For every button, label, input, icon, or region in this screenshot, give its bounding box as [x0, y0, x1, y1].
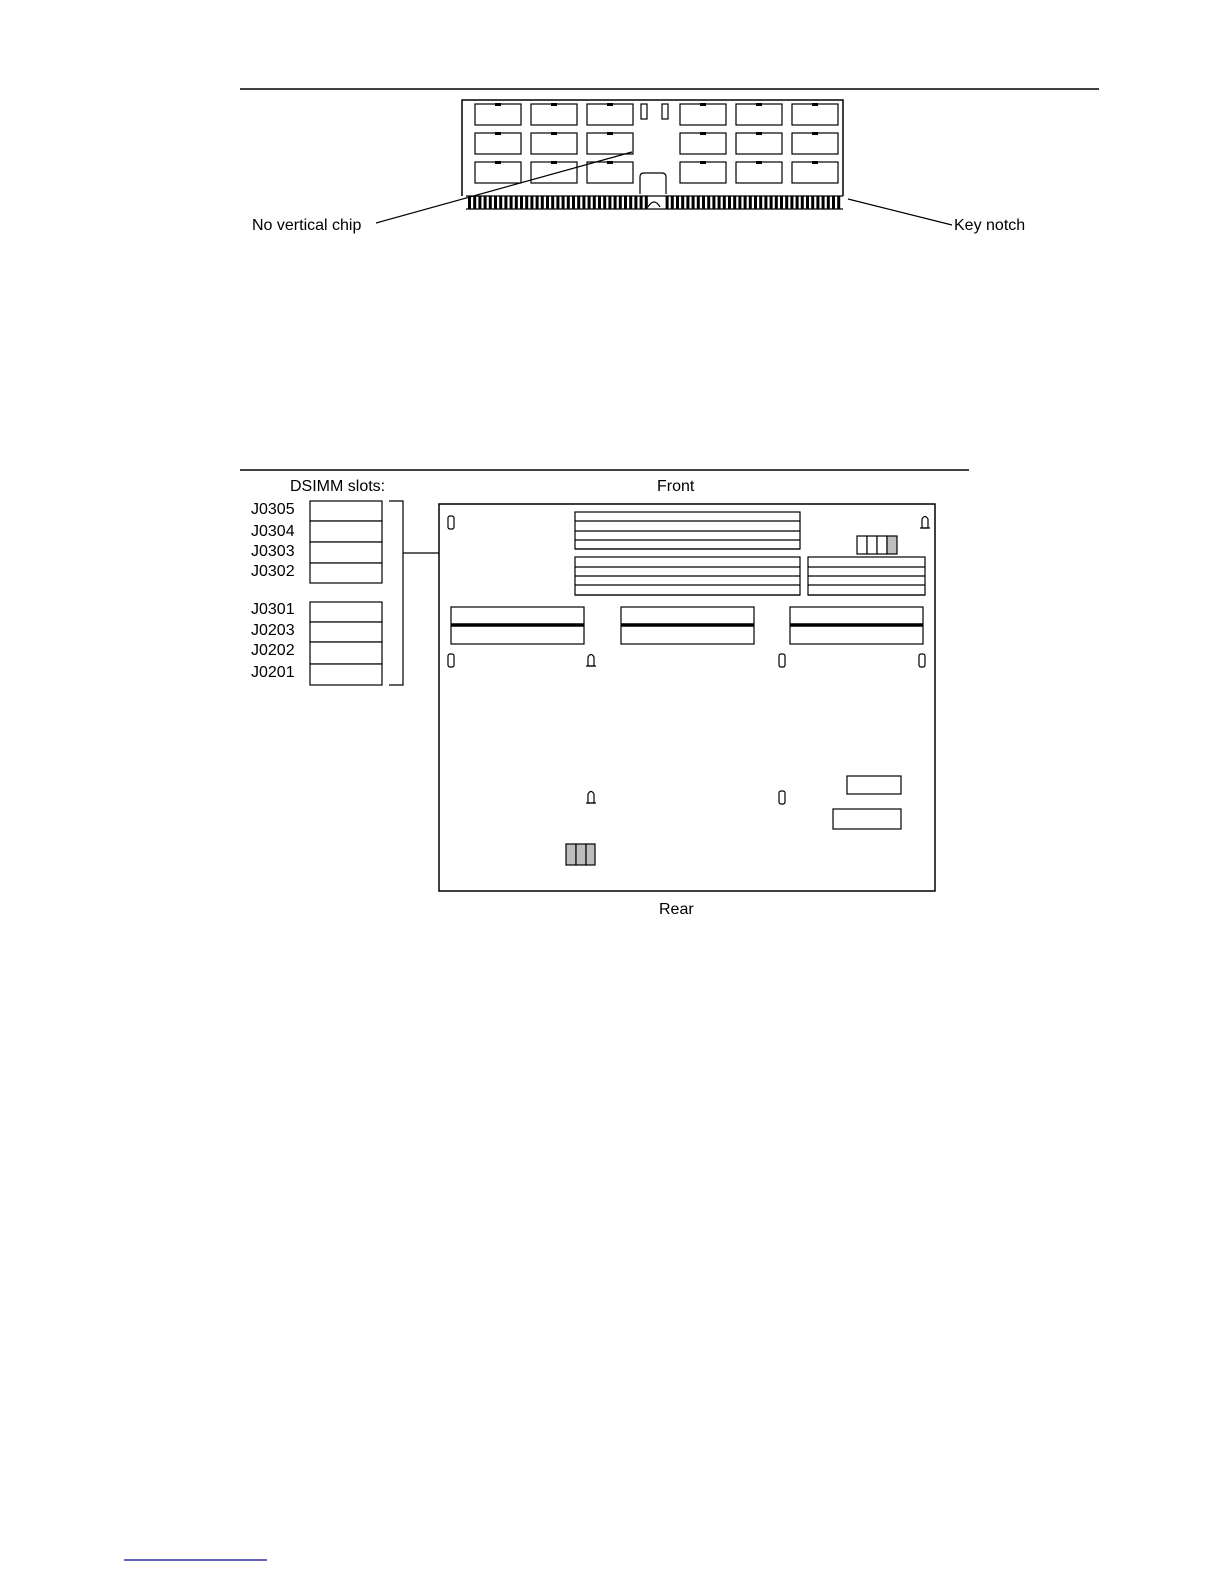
edge-pin: [525, 196, 528, 209]
edge-pin: [764, 196, 767, 209]
edge-pin: [562, 196, 565, 209]
expansion-connector: [451, 607, 584, 644]
memory-chip: [792, 104, 838, 125]
chip-notch: [812, 132, 818, 135]
mounting-standoff: [588, 792, 594, 804]
edge-pin: [640, 196, 643, 209]
slot-label: J0202: [251, 642, 295, 659]
edge-pin: [811, 196, 814, 209]
mounting-standoff: [779, 791, 785, 804]
jumper-block: [857, 536, 897, 554]
slot-box: [310, 501, 382, 521]
memory-chip: [475, 162, 521, 183]
memory-chip: [475, 104, 521, 125]
edge-pin: [822, 196, 825, 209]
edge-pin: [556, 196, 559, 209]
slot-labels: [251, 501, 295, 681]
slot-box: [310, 642, 382, 664]
edge-pin: [530, 196, 533, 209]
edge-pin: [707, 196, 710, 209]
memory-chip: [680, 104, 726, 125]
chip-notch: [812, 103, 818, 106]
slot-bracket: [389, 501, 403, 685]
edge-pin: [671, 196, 674, 209]
slot-label: J0203: [251, 622, 295, 639]
memory-chip: [792, 162, 838, 183]
mounting-standoff: [779, 654, 785, 667]
edge-pin: [473, 196, 476, 209]
edge-pin: [697, 196, 700, 209]
jumper-pin: [857, 536, 867, 554]
memory-chip: [736, 162, 782, 183]
mounting-standoff: [922, 517, 928, 529]
key-notch: [648, 202, 660, 207]
memory-chip: [736, 133, 782, 154]
chip-notch: [607, 161, 613, 164]
chip-notch: [495, 161, 501, 164]
front-label: Front: [657, 478, 695, 495]
slot-label: J0301: [251, 601, 295, 618]
chip-notch: [700, 132, 706, 135]
jumper-pin: [586, 844, 595, 865]
edge-pin: [775, 196, 778, 209]
slot-legend-boxes: [310, 501, 382, 685]
edge-pin: [603, 196, 606, 209]
edge-pin: [520, 196, 523, 209]
expansion-connectors: [451, 607, 923, 644]
small-component: [662, 104, 668, 119]
expansion-connector: [621, 607, 754, 644]
chip-notch: [812, 161, 818, 164]
edge-pin: [593, 196, 596, 209]
jumper-pin: [867, 536, 877, 554]
edge-pin: [718, 196, 721, 209]
edge-pin: [676, 196, 679, 209]
edge-pin: [702, 196, 705, 209]
edge-pin: [489, 196, 492, 209]
chip-notch: [607, 132, 613, 135]
edge-pin: [796, 196, 799, 209]
edge-pin: [686, 196, 689, 209]
edge-pin: [536, 196, 539, 209]
edge-pin: [510, 196, 513, 209]
board-figure: [240, 470, 969, 918]
callout-no-vertical-chip: No vertical chip: [252, 217, 362, 234]
jumper-pin: [576, 844, 586, 865]
slot-label: J0303: [251, 543, 295, 560]
memory-chip: [792, 133, 838, 154]
memory-chip: [531, 104, 577, 125]
dsimm-module: [462, 100, 843, 209]
edge-pin: [515, 196, 518, 209]
edge-pin: [645, 196, 648, 209]
edge-pin: [577, 196, 580, 209]
jumper-block: [566, 844, 595, 865]
edge-pin: [723, 196, 726, 209]
slot-box: [310, 521, 382, 542]
slot-label: J0302: [251, 563, 295, 580]
edge-pin: [806, 196, 809, 209]
edge-pin: [712, 196, 715, 209]
edge-pin: [572, 196, 575, 209]
memory-chip: [587, 133, 633, 154]
chip-notch: [495, 103, 501, 106]
edge-pin: [634, 196, 637, 209]
edge-pin: [582, 196, 585, 209]
edge-pin: [754, 196, 757, 209]
expansion-connector: [790, 607, 923, 644]
edge-pin: [598, 196, 601, 209]
jumper-pin: [887, 536, 897, 554]
edge-pin: [546, 196, 549, 209]
edge-pin: [780, 196, 783, 209]
memory-chip: [680, 133, 726, 154]
edge-pin: [733, 196, 736, 209]
memory-chip: [531, 162, 577, 183]
edge-pin: [744, 196, 747, 209]
slot-box: [310, 563, 382, 583]
slot-label: J0201: [251, 664, 295, 681]
edge-pin: [504, 196, 507, 209]
edge-pin: [827, 196, 830, 209]
dsimm-chips: [475, 103, 838, 183]
memory-chip: [587, 162, 633, 183]
edge-pin: [608, 196, 611, 209]
jumper-pin: [877, 536, 887, 554]
memory-chip: [736, 104, 782, 125]
mounting-standoff: [588, 655, 594, 667]
edge-pin: [738, 196, 741, 209]
edge-pin: [832, 196, 835, 209]
slot-label: J0305: [251, 501, 295, 518]
edge-pin: [499, 196, 502, 209]
edge-pin: [801, 196, 804, 209]
edge-pin: [629, 196, 632, 209]
mounting-standoff: [448, 654, 454, 667]
chip-notch: [551, 161, 557, 164]
edge-pin: [816, 196, 819, 209]
chip-notch: [551, 132, 557, 135]
center-connector: [640, 173, 666, 194]
chip-notch: [700, 161, 706, 164]
chip-notch: [756, 161, 762, 164]
dsimm-figure: [240, 89, 1099, 234]
chip-notch: [607, 103, 613, 106]
edge-pin: [624, 196, 627, 209]
dsimm-slots-header: DSIMM slots:: [290, 478, 386, 495]
edge-pin: [541, 196, 544, 209]
edge-pin: [770, 196, 773, 209]
jumper-pin: [566, 844, 576, 865]
edge-pin: [681, 196, 684, 209]
edge-pin: [785, 196, 788, 209]
rear-label: Rear: [659, 901, 694, 918]
edge-pin: [837, 196, 840, 209]
edge-pin: [478, 196, 481, 209]
edge-pin: [588, 196, 591, 209]
chip-notch: [700, 103, 706, 106]
memory-chip: [680, 162, 726, 183]
memory-chip: [475, 133, 521, 154]
edge-pin: [619, 196, 622, 209]
edge-pin: [494, 196, 497, 209]
slot-box: [310, 664, 382, 685]
edge-pin: [728, 196, 731, 209]
callout-line-key-notch: [848, 199, 952, 225]
slot-label: J0304: [251, 523, 295, 540]
edge-pin: [551, 196, 554, 209]
small-component: [641, 104, 647, 119]
memory-chip: [587, 104, 633, 125]
callout-key-notch: Key notch: [954, 217, 1026, 234]
edge-pin: [759, 196, 762, 209]
chip-notch: [756, 132, 762, 135]
slot-box: [310, 542, 382, 563]
edge-pin: [692, 196, 695, 209]
edge-pin: [567, 196, 570, 209]
mounting-standoff: [919, 654, 925, 667]
chip-notch: [756, 103, 762, 106]
chip-notch: [495, 132, 501, 135]
edge-pin: [484, 196, 487, 209]
slot-box: [310, 602, 382, 622]
small-connector: [847, 776, 901, 794]
edge-pin: [666, 196, 669, 209]
edge-pin: [749, 196, 752, 209]
slot-box: [310, 622, 382, 642]
memory-chip: [531, 133, 577, 154]
edge-pin: [614, 196, 617, 209]
small-connector: [833, 809, 901, 829]
mounting-standoff: [448, 516, 454, 529]
edge-pin: [790, 196, 793, 209]
chip-notch: [551, 103, 557, 106]
